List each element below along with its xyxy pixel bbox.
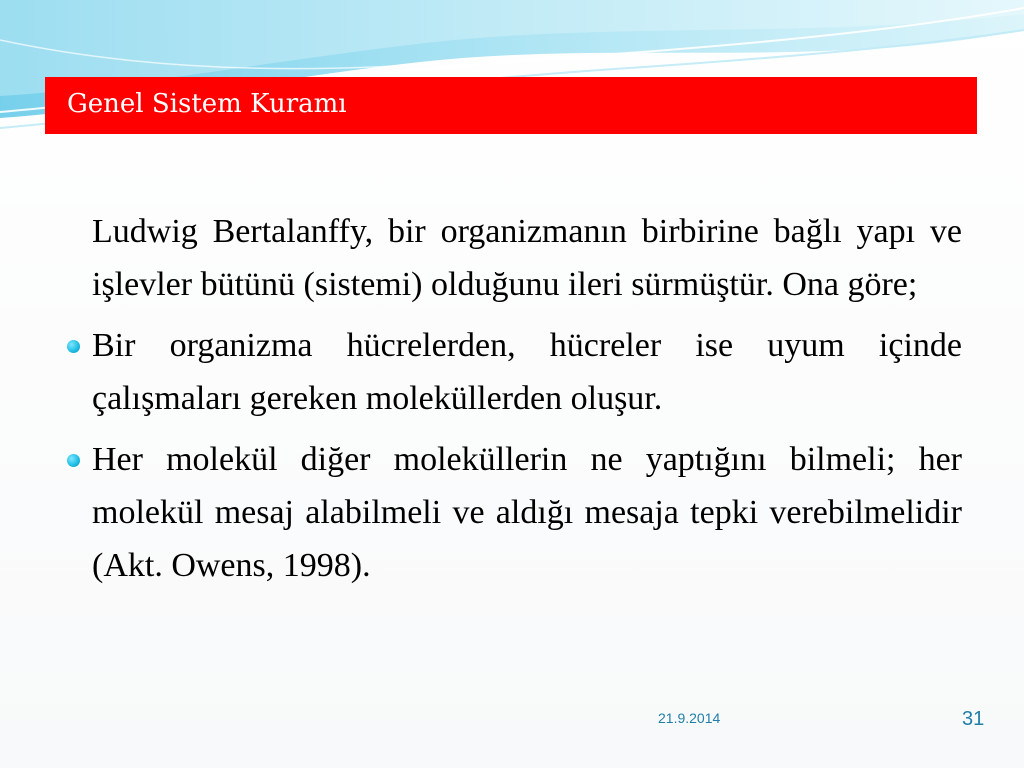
title-bar (45, 77, 977, 134)
slide-page-number: 31 (962, 708, 985, 730)
bullet-text: Bir organizma hücrelerden, hücreler ise uyum içinde çalışmaları gereken moleküllerden oluşur. (92, 327, 962, 417)
slide-title: Genel Sistem Kuramı (67, 89, 347, 119)
slide-date: 21.9.2014 (658, 710, 721, 726)
bullet-item (92, 319, 962, 425)
bullet-dot-icon (67, 454, 80, 467)
bullet-dot-icon (67, 340, 80, 353)
intro-paragraph: Ludwig Bertalanffy, bir organizmanın birbirine bağlı yapı ve işlevler bütünü (sistemi) olduğunu ileri sürmüştür. Ona göre; (92, 213, 962, 303)
slide-content (92, 205, 962, 600)
bullet-text: Her molekül diğer moleküllerin ne yaptığını bilmeli; her molekül mesaj alabilmeli ve aldığı mesaja tepki verebilmelidir (Akt. Owens, 1998). (92, 441, 962, 584)
bullet-item (92, 433, 962, 592)
